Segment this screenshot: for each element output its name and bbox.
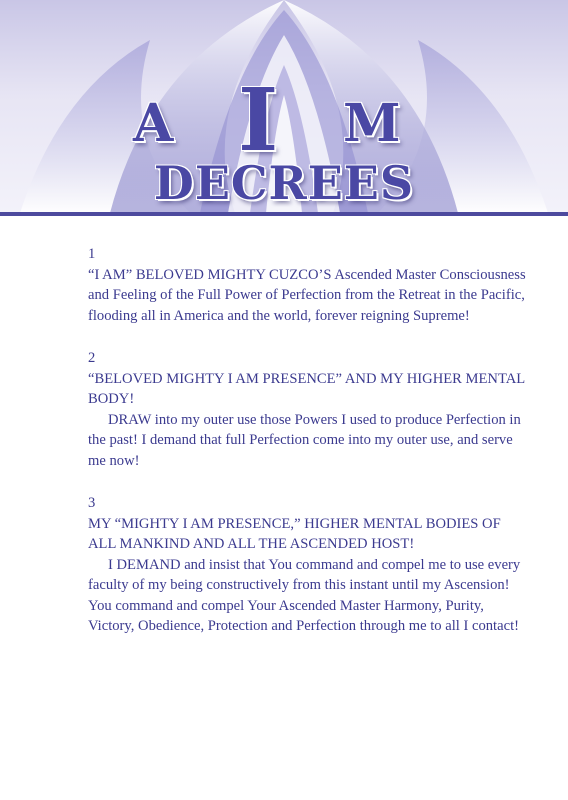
- decree-item: [88, 348, 528, 471]
- title-letter-m: M: [343, 93, 401, 154]
- decree-heading: “BELOVED MIGHTY I AM PRESENCE” AND MY HIGHER MENTAL BODY!: [88, 370, 525, 407]
- decree-number: 2: [88, 350, 96, 366]
- header-divider: [0, 212, 568, 216]
- page-subtitle: DECREES: [153, 156, 415, 210]
- header-banner: [0, 0, 568, 213]
- decree-text: DRAW into my outer use those Powers I used to produce Perfection in the past! I demand that full Perfection come into my outer use, and serve me now!: [88, 411, 521, 469]
- decree-list: [88, 244, 528, 659]
- decree-heading: MY “MIGHTY I AM PRESENCE,” HIGHER MENTAL BODIES OF ALL MANKIND AND ALL THE ASCENDED HOST!: [88, 515, 501, 552]
- decree-item: [88, 244, 528, 326]
- title-letter-a: A: [133, 93, 174, 154]
- decree-number: 1: [88, 246, 96, 262]
- title-letter-i: I: [238, 70, 279, 171]
- decree-number: 3: [88, 495, 96, 511]
- decree-text: “I AM” BELOVED MIGHTY CUZCO’S Ascended Master Consciousness and Feeling of the Full Power of Perfection from the Retreat in the Pacific, flooding all in America and the world, forever reigning Supreme!: [88, 266, 526, 324]
- decree-item: [88, 493, 528, 637]
- decree-text: I DEMAND and insist that You command and compel me to use every faculty of my being constructively from this instant until my Ascension! You command and compel Your Ascended Master Harmony, Purity, Victory, Obedience, Protection and Perfection through me to all I contact!: [88, 556, 521, 634]
